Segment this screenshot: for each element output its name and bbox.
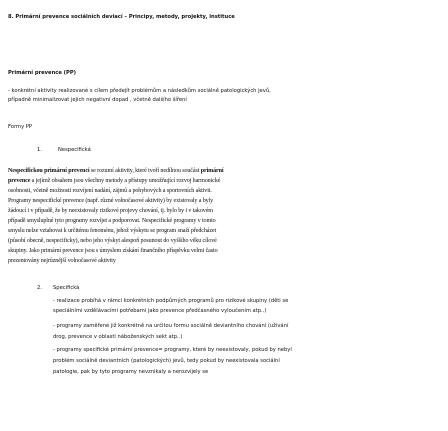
section-title-pp: Primární prevence (PP) xyxy=(8,70,77,76)
paragraph-line: Programy nespecifické prevence (např. různé volnočasové aktivity) by existovaly a byly xyxy=(8,198,214,204)
intro-line: případně minimalizovat jejich negativní dopad , včetně dalšího šíření xyxy=(8,97,187,103)
specific-line: patologie, pak by tyto programy nevznikaly a nerozvíjely se xyxy=(53,369,209,375)
term-prevention: prevence xyxy=(8,178,31,184)
term-nonspecific-prevention: Nespecifickou primární prevencí xyxy=(8,168,90,174)
list-label-nonspecific: Nespecifická xyxy=(58,147,91,153)
paragraph-line: případě smysluplné tyto programy rozvíjet a podporovat. Nespecifické programy v tomto xyxy=(8,218,216,224)
paragraph-line: osobnosti, včetně možnosti rozvíjení nadání, zájmů a pohybových a sportovních aktivit. xyxy=(8,188,212,194)
specific-line: - realizace probíhá v rámci konkrétních podpůrných programů pro rizikové skupiny (děti se xyxy=(53,298,289,304)
list-label-specific: Specifická xyxy=(53,285,80,291)
specific-line: speciálními vzdělávacími potřebami jako prevence předčasného vyloučením atp..) xyxy=(53,308,267,314)
specific-line: drog, prevence v oblasti náboženských sekt atp..) xyxy=(53,334,183,340)
paragraph-line: žádoucí i v případě, že by neexistovaly rizikové projevy chování, tj. bylo by i v takovém xyxy=(8,208,213,214)
text-run: se rozumí aktivity, které tvoří nedílnou součást xyxy=(89,168,201,174)
text-run: a jejímž obsahem jsou všechny metody a přístupy umožňující rozvoj harmonické xyxy=(30,178,221,184)
term-primary: primární xyxy=(200,168,224,174)
paragraph-line: skupiny. Jako primární prevence jsou s úmyslem získání finančního příspěvku velmi často xyxy=(8,248,218,254)
paragraph-line: (působí obecně, nespecificky), nebo jeho výskyt alespoň posunout do vyššího věku cílové xyxy=(8,238,217,244)
document-heading: 8. Primární prevence sociálních deviací – Principy, metody, projekty, instituce xyxy=(8,14,235,20)
list-number: 1. xyxy=(37,147,42,153)
paragraph-line: smyslu nelze vztahovat k určitému fenoménu, jehož výskytu se program snaží předcházet xyxy=(8,228,217,234)
paragraph-line xyxy=(8,166,223,176)
specific-line: - programy specifické primární prevence= programy, které by neexistovaly, pokud by nebyl xyxy=(53,347,292,353)
list-number: 2. xyxy=(37,285,42,291)
intro-line: - konkrétní aktivity realizované s cílem předejít problémům a následkům sociálně patologických jevů, xyxy=(8,88,271,94)
paragraph-line: prezentovány nejrůznější volnočasové aktivity xyxy=(8,258,116,264)
forms-label: Formy PP xyxy=(8,124,33,130)
paragraph-line xyxy=(8,176,220,186)
specific-line: - programy zaměřené již konkrétně na určitou formu sociálně deviantního chování (užívání xyxy=(53,323,289,329)
specific-line: problém sociálně deviantních (patologických) jevů, tedy pokud by neexistovala sociální xyxy=(53,358,280,364)
